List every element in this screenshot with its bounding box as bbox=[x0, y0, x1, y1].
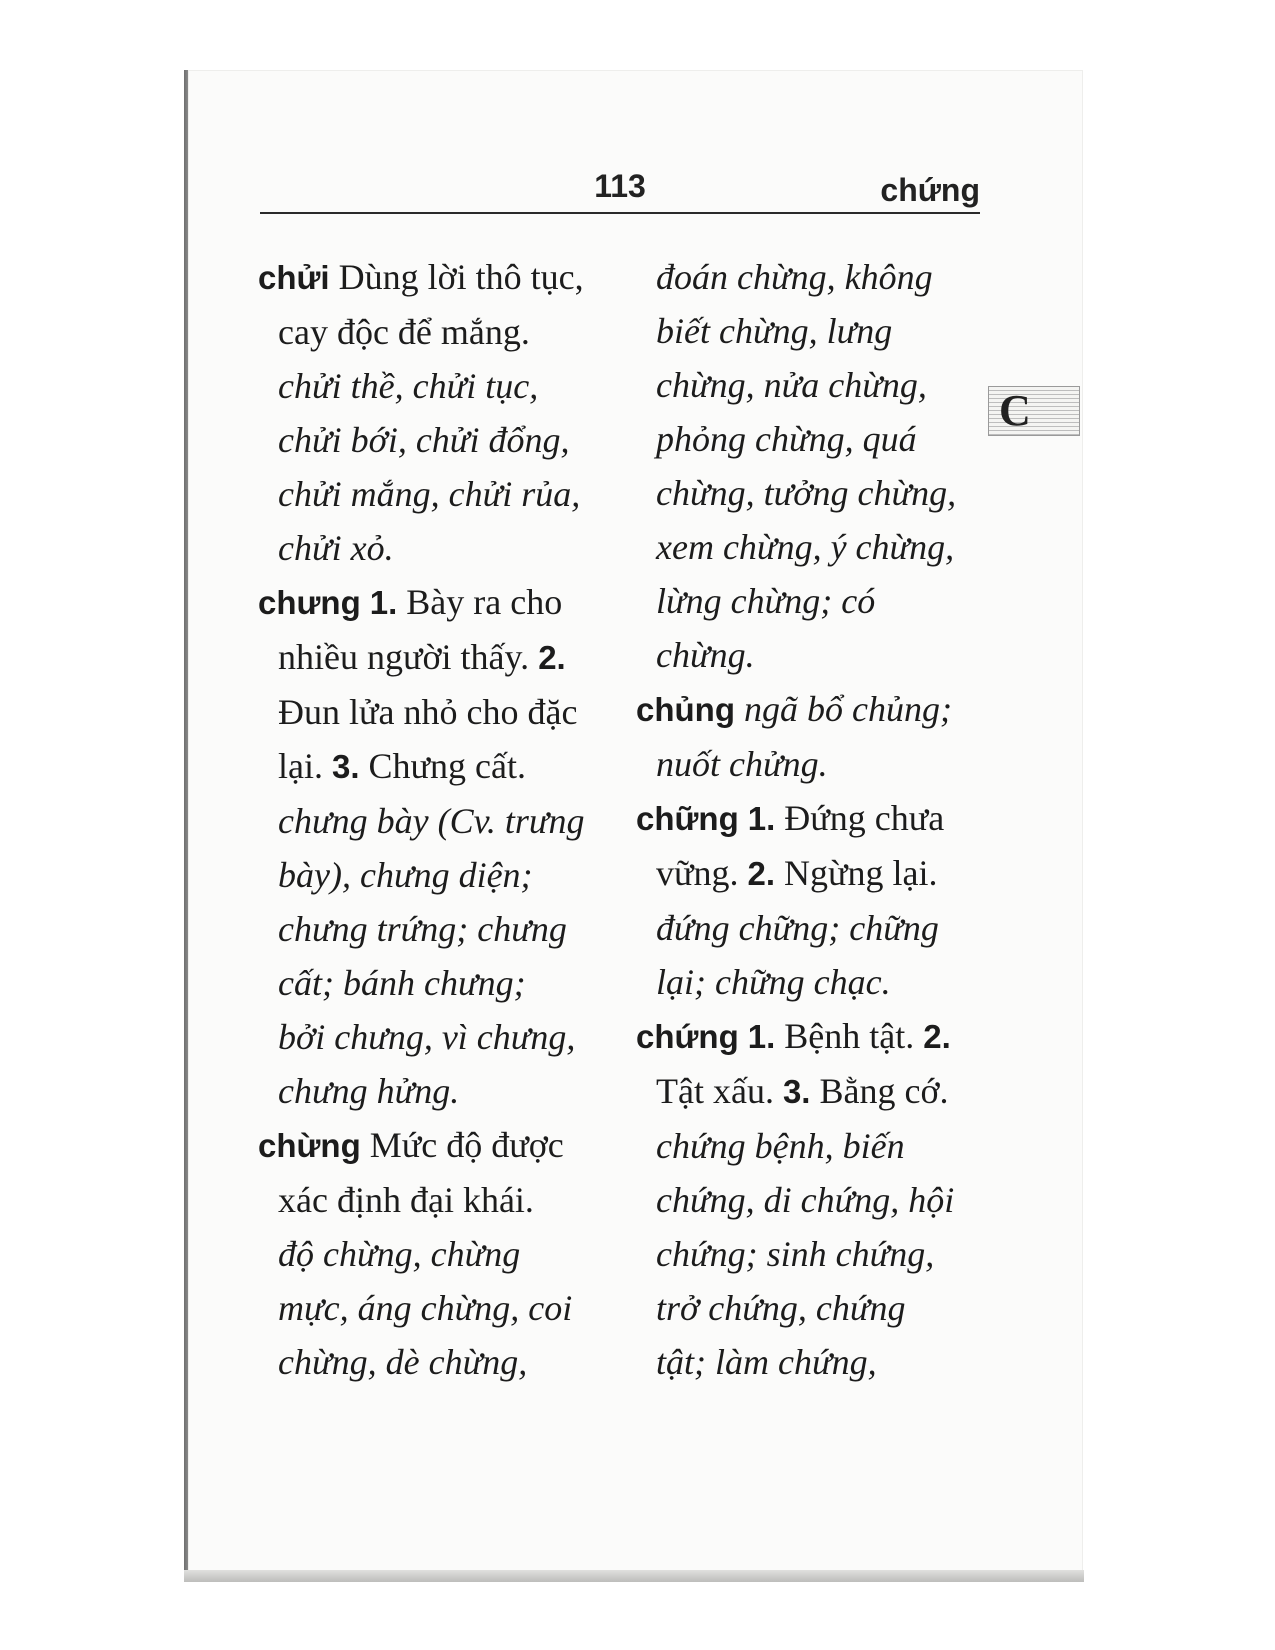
example-line: chưng trứng; chưng bbox=[278, 909, 567, 949]
example-line: chừng. bbox=[656, 635, 755, 675]
example-line: đứng chững; chững bbox=[656, 908, 939, 948]
sense-number: 2. bbox=[538, 639, 566, 676]
definition-text: Ngừng lại. bbox=[784, 853, 938, 893]
entry-line bbox=[258, 630, 608, 685]
sense-number: 3. bbox=[782, 1073, 811, 1110]
headword: chủng bbox=[636, 691, 735, 728]
entry-line bbox=[636, 791, 984, 846]
entry-line bbox=[258, 1118, 608, 1173]
entry-line bbox=[636, 846, 984, 901]
entry-chung-2-continued bbox=[636, 250, 984, 682]
definition-text: Tật xấu. bbox=[656, 1071, 774, 1111]
definition-text: Dùng lời thô tục, bbox=[338, 257, 584, 297]
example-line: phỏng chừng, quá bbox=[656, 419, 917, 459]
example-line: lại; chững chạc. bbox=[656, 962, 891, 1002]
example-line: chửi thề, chửi tục, bbox=[278, 366, 539, 406]
entry-line bbox=[258, 305, 608, 359]
entry-line bbox=[258, 1173, 608, 1227]
example-line: chưng hửng. bbox=[278, 1071, 460, 1111]
thumb-tab-letter: C bbox=[999, 386, 1031, 435]
left-column bbox=[258, 250, 608, 1389]
example-line: mực, áng chừng, coi bbox=[278, 1288, 573, 1328]
example-line: độ chừng, chừng bbox=[278, 1234, 521, 1274]
example-line: lừng chừng; có bbox=[656, 581, 876, 621]
entry-chung-5 bbox=[636, 1009, 984, 1389]
definition-text: Bày ra cho bbox=[406, 582, 563, 622]
definition-text: Bằng cớ. bbox=[819, 1071, 949, 1111]
example-line: nuốt chửng. bbox=[656, 744, 828, 784]
entry-chung-3 bbox=[636, 682, 984, 791]
sense-number: 1. bbox=[747, 1018, 776, 1055]
example-line: cất; bánh chưng; bbox=[278, 963, 526, 1003]
right-column bbox=[636, 250, 984, 1389]
example-line: chửi mắng, chửi rủa, bbox=[278, 474, 581, 514]
page-number: 113 bbox=[594, 168, 646, 204]
definition-text: nhiều người thấy. bbox=[278, 637, 530, 677]
entry-line bbox=[258, 685, 608, 739]
sense-number: 1. bbox=[369, 584, 398, 621]
example-line: xem chừng, ý chừng, bbox=[656, 527, 955, 567]
definition-text: Mức độ được bbox=[369, 1125, 564, 1165]
page-bottom-edge bbox=[184, 1570, 1084, 1582]
example-line: tật; làm chứng, bbox=[656, 1342, 877, 1382]
entry-line bbox=[258, 739, 608, 794]
entry-line bbox=[258, 250, 608, 305]
definition-text: Chưng cất. bbox=[368, 746, 526, 786]
sense-number: 1. bbox=[747, 800, 776, 837]
example-line: chứng; sinh chứng, bbox=[656, 1234, 935, 1274]
example-line: chửi xỏ. bbox=[278, 528, 394, 568]
sense-number: 2. bbox=[747, 855, 776, 892]
example-text: ngã bổ chủng; bbox=[743, 689, 952, 729]
example-line: đoán chừng, không bbox=[656, 257, 933, 297]
headword: chửi bbox=[258, 259, 330, 296]
headword: chưng bbox=[258, 584, 361, 621]
headword: chững bbox=[636, 800, 739, 837]
definition-text: cay độc để mắng. bbox=[278, 312, 530, 352]
definition-text: lại. bbox=[278, 746, 323, 786]
example-line: chưng bày (Cv. trưng bbox=[278, 801, 585, 841]
example-line: biết chừng, lưng bbox=[656, 311, 893, 351]
definition-text: Đứng chưa bbox=[784, 798, 945, 838]
example-line: chứng bệnh, biến bbox=[656, 1126, 905, 1166]
example-line: bày), chưng diện; bbox=[278, 855, 533, 895]
entry-chui bbox=[258, 250, 608, 575]
example-line: chừng, dè chừng, bbox=[278, 1342, 528, 1382]
example-line: chửi bới, chửi đổng, bbox=[278, 420, 570, 460]
entry-line bbox=[636, 1064, 984, 1119]
headword: chừng bbox=[258, 1127, 361, 1164]
entry-line bbox=[258, 575, 608, 630]
headword: chứng bbox=[636, 1018, 739, 1055]
definition-text: xác định đại khái. bbox=[278, 1180, 534, 1220]
entry-chung-1 bbox=[258, 575, 608, 1118]
example-line: chừng, tưởng chừng, bbox=[656, 473, 957, 513]
sense-number: 3. bbox=[331, 748, 360, 785]
entry-line bbox=[636, 682, 984, 737]
alphabet-thumb-tab bbox=[988, 386, 1080, 436]
example-line: trở chứng, chứng bbox=[656, 1288, 906, 1328]
running-head-word: chứng bbox=[880, 172, 980, 208]
definition-text: vững. bbox=[656, 853, 739, 893]
page-header bbox=[260, 168, 980, 214]
entry-chung-4 bbox=[636, 791, 984, 1009]
definition-text: Đun lửa nhỏ cho đặc bbox=[278, 692, 578, 732]
sense-number: 2. bbox=[923, 1018, 951, 1055]
example-line: chừng, nửa chừng, bbox=[656, 365, 927, 405]
example-line: bởi chưng, vì chưng, bbox=[278, 1017, 576, 1057]
entry-line bbox=[636, 1009, 984, 1064]
example-line: chứng, di chứng, hội bbox=[656, 1180, 955, 1220]
entry-chung-2 bbox=[258, 1118, 608, 1389]
definition-text: Bệnh tật. bbox=[784, 1016, 915, 1056]
